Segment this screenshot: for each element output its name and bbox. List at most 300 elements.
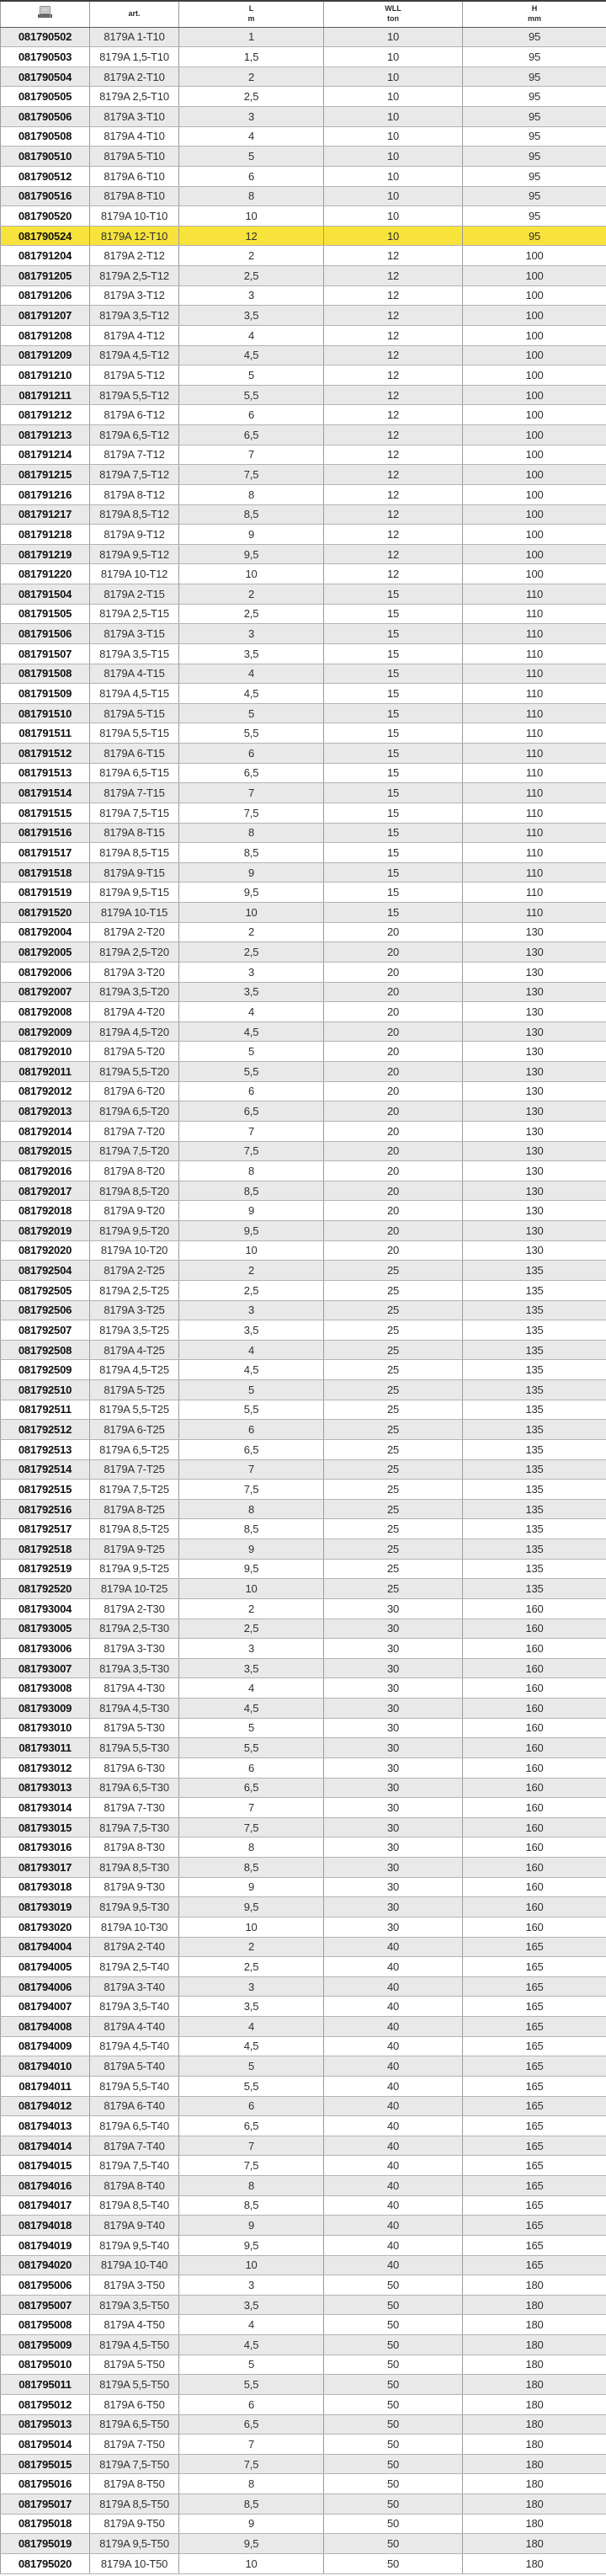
cell-wll: 40 <box>324 2056 463 2077</box>
cell-length: 9,5 <box>179 1559 324 1579</box>
cell-art: 8179A 8,5-T50 <box>90 2494 179 2515</box>
cell-height: 95 <box>463 147 606 167</box>
cell-height: 160 <box>463 1639 606 1659</box>
cell-art: 8179A 4-T30 <box>90 1678 179 1699</box>
cell-length: 3 <box>179 1639 324 1659</box>
table-row <box>1 67 606 87</box>
cell-art: 8179A 7,5-T20 <box>90 1141 179 1161</box>
cell-art: 8179A 3-T20 <box>90 962 179 982</box>
table-row <box>1 2036 606 2056</box>
cell-height: 160 <box>463 1798 606 1818</box>
cell-art: 8179A 7,5-T25 <box>90 1480 179 1500</box>
table-row <box>1 962 606 982</box>
table-row <box>1 1360 606 1380</box>
cell-height: 100 <box>463 266 606 286</box>
table-row <box>1 1101 606 1122</box>
cell-art: 8179A 4-T50 <box>90 2315 179 2335</box>
col-header-h-label: H <box>531 4 538 13</box>
cell-art: 8179A 12-T10 <box>90 226 179 246</box>
cell-code: 081795018 <box>1 2514 90 2534</box>
table-row <box>1 823 606 843</box>
cell-art: 8179A 7,5-T12 <box>90 465 179 485</box>
cell-art: 8179A 1,5-T10 <box>90 47 179 67</box>
cell-height: 180 <box>463 2315 606 2335</box>
cell-length: 4 <box>179 2017 324 2037</box>
cell-art: 8179A 2,5-T40 <box>90 1957 179 1977</box>
cell-length: 7,5 <box>179 1817 324 1837</box>
cell-art: 8179A 9-T20 <box>90 1201 179 1221</box>
cell-code: 081793006 <box>1 1639 90 1659</box>
cell-art: 8179A 8-T20 <box>90 1161 179 1181</box>
cell-wll: 20 <box>324 922 463 942</box>
table-row <box>1 1699 606 1719</box>
cell-height: 165 <box>463 2056 606 2077</box>
table-row <box>1 763 606 783</box>
cell-code: 081792013 <box>1 1101 90 1122</box>
cell-art: 8179A 8-T12 <box>90 484 179 504</box>
cell-art: 8179A 7-T25 <box>90 1459 179 1480</box>
cell-height: 180 <box>463 2275 606 2296</box>
cell-code: 081791507 <box>1 643 90 664</box>
cell-art: 8179A 5,5-T25 <box>90 1400 179 1420</box>
cell-code: 081792008 <box>1 1002 90 1022</box>
cell-wll: 30 <box>324 1598 463 1619</box>
cell-length: 7 <box>179 783 324 803</box>
cell-length: 8,5 <box>179 504 324 525</box>
table-row <box>1 942 606 963</box>
cell-code: 081791505 <box>1 604 90 624</box>
table-row <box>1 1161 606 1181</box>
cell-code: 081793016 <box>1 1837 90 1858</box>
cell-art: 8179A 5,5-T40 <box>90 2076 179 2096</box>
cell-art: 8179A 8-T40 <box>90 2176 179 2196</box>
table-row <box>1 107 606 127</box>
cell-length: 9 <box>179 1201 324 1221</box>
col-header-length-label: L <box>248 4 254 13</box>
cell-code: 081791506 <box>1 624 90 644</box>
cell-height: 110 <box>463 723 606 744</box>
cell-length: 3 <box>179 624 324 644</box>
cell-height: 135 <box>463 1420 606 1440</box>
cell-length: 4 <box>179 664 324 684</box>
cell-height: 160 <box>463 1678 606 1699</box>
cell-length: 6,5 <box>179 2414 324 2435</box>
table-row <box>1 1976 606 1997</box>
cell-art: 8179A 6-T15 <box>90 744 179 764</box>
cell-height: 130 <box>463 982 606 1002</box>
table-row <box>1 2017 606 2037</box>
cell-wll: 50 <box>324 2295 463 2315</box>
cell-wll: 12 <box>324 405 463 425</box>
cell-wll: 20 <box>324 1062 463 1082</box>
cell-wll: 12 <box>324 246 463 266</box>
cell-code: 081792513 <box>1 1439 90 1459</box>
cell-art: 8179A 6-T40 <box>90 2096 179 2116</box>
cell-wll: 15 <box>324 763 463 783</box>
cell-code: 081792018 <box>1 1201 90 1221</box>
cell-art: 8179A 5-T40 <box>90 2056 179 2077</box>
cell-wll: 40 <box>324 2255 463 2275</box>
cell-wll: 25 <box>324 1559 463 1579</box>
cell-length: 2,5 <box>179 1619 324 1639</box>
table-row <box>1 226 606 246</box>
table-row <box>1 2514 606 2534</box>
cell-art: 8179A 9-T50 <box>90 2514 179 2534</box>
cell-length: 5,5 <box>179 1738 324 1758</box>
cell-art: 8179A 8-T30 <box>90 1837 179 1858</box>
cell-code: 081794012 <box>1 2096 90 2116</box>
cell-code: 081790520 <box>1 206 90 227</box>
cell-art: 8179A 7,5-T15 <box>90 803 179 823</box>
cell-code: 081792012 <box>1 1081 90 1101</box>
cell-length: 6,5 <box>179 1778 324 1798</box>
cell-wll: 30 <box>324 1757 463 1778</box>
cell-art: 8179A 5,5-T12 <box>90 385 179 405</box>
table-row <box>1 1420 606 1440</box>
cell-height: 165 <box>463 2156 606 2176</box>
cell-wll: 50 <box>324 2534 463 2554</box>
cell-wll: 15 <box>324 883 463 903</box>
table-row <box>1 1539 606 1560</box>
cell-length: 7 <box>179 2435 324 2455</box>
cell-height: 180 <box>463 2435 606 2455</box>
cell-code: 081792020 <box>1 1240 90 1261</box>
cell-height: 135 <box>463 1261 606 1281</box>
cell-art: 8179A 6,5-T15 <box>90 763 179 783</box>
cell-art: 8179A 3-T50 <box>90 2275 179 2296</box>
table-row <box>1 285 606 306</box>
cell-code: 081792017 <box>1 1181 90 1201</box>
cell-wll: 40 <box>324 2076 463 2096</box>
cell-height: 160 <box>463 1877 606 1897</box>
cell-code: 081794004 <box>1 1937 90 1957</box>
cell-height: 135 <box>463 1559 606 1579</box>
cell-height: 110 <box>463 763 606 783</box>
table-row <box>1 2096 606 2116</box>
cell-wll: 10 <box>324 27 463 47</box>
cell-wll: 20 <box>324 1161 463 1181</box>
table-row <box>1 564 606 584</box>
cell-height: 165 <box>463 2176 606 2196</box>
cell-art: 8179A 5-T25 <box>90 1380 179 1400</box>
table-row <box>1 1121 606 1141</box>
cell-wll: 30 <box>324 1738 463 1758</box>
cell-wll: 12 <box>324 345 463 365</box>
cell-height: 180 <box>463 2414 606 2435</box>
cell-height: 165 <box>463 2255 606 2275</box>
table-row <box>1 2156 606 2176</box>
cell-wll: 25 <box>324 1480 463 1500</box>
cell-art: 8179A 4-T40 <box>90 2017 179 2037</box>
table-row <box>1 1897 606 1917</box>
cell-wll: 15 <box>324 803 463 823</box>
table-row <box>1 1519 606 1539</box>
cell-height: 130 <box>463 942 606 963</box>
cell-length: 4,5 <box>179 2036 324 2056</box>
cell-height: 160 <box>463 1837 606 1858</box>
cell-wll: 30 <box>324 1917 463 1937</box>
cell-height: 180 <box>463 2553 606 2573</box>
cell-wll: 25 <box>324 1539 463 1560</box>
cell-wll: 30 <box>324 1678 463 1699</box>
cell-height: 165 <box>463 2017 606 2037</box>
table-row <box>1 306 606 326</box>
table-row <box>1 166 606 186</box>
cell-wll: 10 <box>324 186 463 206</box>
cell-art: 8179A 9,5-T12 <box>90 544 179 564</box>
cell-art: 8179A 9,5-T50 <box>90 2534 179 2554</box>
cell-wll: 40 <box>324 2235 463 2255</box>
cell-code: 081793019 <box>1 1897 90 1917</box>
cell-art: 8179A 6,5-T12 <box>90 425 179 445</box>
cell-height: 160 <box>463 1897 606 1917</box>
cell-code: 081792511 <box>1 1400 90 1420</box>
cell-code: 081791514 <box>1 783 90 803</box>
cell-wll: 12 <box>324 564 463 584</box>
cell-code: 081794005 <box>1 1957 90 1977</box>
cell-art: 8179A 9,5-T25 <box>90 1559 179 1579</box>
table-row <box>1 1201 606 1221</box>
table-row <box>1 87 606 107</box>
cell-code: 081791213 <box>1 425 90 445</box>
cell-length: 8 <box>179 484 324 504</box>
cell-height: 100 <box>463 385 606 405</box>
cell-wll: 25 <box>324 1380 463 1400</box>
table-row <box>1 2553 606 2573</box>
cell-length: 3 <box>179 1300 324 1320</box>
cell-art: 8179A 2-T10 <box>90 67 179 87</box>
cell-length: 3 <box>179 2275 324 2296</box>
cell-wll: 10 <box>324 47 463 67</box>
cell-code: 081790508 <box>1 126 90 147</box>
cell-height: 100 <box>463 484 606 504</box>
cell-length: 6 <box>179 1757 324 1778</box>
cell-code: 081791214 <box>1 445 90 465</box>
cell-wll: 40 <box>324 2096 463 2116</box>
table-row <box>1 1221 606 1241</box>
cell-wll: 12 <box>324 504 463 525</box>
cell-wll: 30 <box>324 1877 463 1897</box>
cell-wll: 25 <box>324 1300 463 1320</box>
cell-art: 8179A 6,5-T50 <box>90 2414 179 2435</box>
cell-code: 081792015 <box>1 1141 90 1161</box>
cell-height: 165 <box>463 2096 606 2116</box>
cell-code: 081794016 <box>1 2176 90 2196</box>
cell-art: 8179A 6,5-T30 <box>90 1778 179 1798</box>
cell-code: 081792519 <box>1 1559 90 1579</box>
cell-length: 7 <box>179 1121 324 1141</box>
cell-height: 130 <box>463 1101 606 1122</box>
cell-wll: 20 <box>324 942 463 963</box>
table-row <box>1 425 606 445</box>
cell-height: 100 <box>463 345 606 365</box>
table-row <box>1 1141 606 1161</box>
table-row <box>1 126 606 147</box>
cell-length: 6,5 <box>179 425 324 445</box>
cell-wll: 40 <box>324 1997 463 2017</box>
table-row <box>1 883 606 903</box>
cell-code: 081793013 <box>1 1778 90 1798</box>
cell-height: 100 <box>463 365 606 386</box>
table-row <box>1 1439 606 1459</box>
cell-art: 8179A 4,5-T50 <box>90 2335 179 2355</box>
cell-height: 180 <box>463 2474 606 2494</box>
cell-code: 081792504 <box>1 1261 90 1281</box>
cell-code: 081794011 <box>1 2076 90 2096</box>
cell-length: 5 <box>179 1042 324 1062</box>
table-row <box>1 1837 606 1858</box>
cell-code: 081794020 <box>1 2255 90 2275</box>
table-row <box>1 2216 606 2236</box>
cell-length: 4 <box>179 1678 324 1699</box>
cell-length: 4,5 <box>179 684 324 704</box>
cell-code: 081790512 <box>1 166 90 186</box>
cell-art: 8179A 7-T40 <box>90 2136 179 2156</box>
table-row <box>1 2295 606 2315</box>
cell-height: 130 <box>463 1181 606 1201</box>
cell-height: 165 <box>463 2076 606 2096</box>
table-row <box>1 525 606 545</box>
cell-wll: 15 <box>324 624 463 644</box>
cell-length: 8,5 <box>179 2494 324 2515</box>
cell-art: 8179A 2,5-T12 <box>90 266 179 286</box>
cell-code: 081793004 <box>1 1598 90 1619</box>
cell-length: 2 <box>179 246 324 266</box>
cell-height: 110 <box>463 843 606 863</box>
cell-wll: 20 <box>324 1081 463 1101</box>
cell-height: 110 <box>463 862 606 883</box>
cell-art: 8179A 4,5-T40 <box>90 2036 179 2056</box>
cell-code: 081792512 <box>1 1420 90 1440</box>
cell-wll: 25 <box>324 1280 463 1300</box>
cell-wll: 12 <box>324 325 463 345</box>
cell-height: 165 <box>463 1957 606 1977</box>
cell-wll: 30 <box>324 1639 463 1659</box>
cell-length: 9,5 <box>179 2534 324 2554</box>
table-row <box>1 2275 606 2296</box>
cell-height: 135 <box>463 1579 606 1599</box>
cell-length: 5 <box>179 2056 324 2077</box>
table-row <box>1 1718 606 1738</box>
cell-code: 081792004 <box>1 922 90 942</box>
cell-length: 8 <box>179 186 324 206</box>
cell-code: 081791517 <box>1 843 90 863</box>
table-row <box>1 1877 606 1897</box>
cell-height: 180 <box>463 2375 606 2395</box>
cell-code: 081792517 <box>1 1519 90 1539</box>
table-row <box>1 2355 606 2375</box>
cell-length: 8 <box>179 823 324 843</box>
cell-height: 180 <box>463 2295 606 2315</box>
cell-code: 081791519 <box>1 883 90 903</box>
cell-art: 8179A 5,5-T15 <box>90 723 179 744</box>
cell-wll: 30 <box>324 1658 463 1678</box>
cell-length: 3,5 <box>179 1658 324 1678</box>
cell-art: 8179A 9-T30 <box>90 1877 179 1897</box>
table-row <box>1 843 606 863</box>
cell-length: 10 <box>179 903 324 923</box>
cell-length: 8 <box>179 1161 324 1181</box>
cell-length: 2,5 <box>179 942 324 963</box>
table-row <box>1 1619 606 1639</box>
cell-code: 081792520 <box>1 1579 90 1599</box>
cell-height: 110 <box>463 703 606 723</box>
cell-art: 8179A 7,5-T50 <box>90 2454 179 2474</box>
cell-art: 8179A 8-T50 <box>90 2474 179 2494</box>
table-row <box>1 2454 606 2474</box>
table-row <box>1 2315 606 2335</box>
cell-length: 5 <box>179 365 324 386</box>
cell-art: 8179A 10-T12 <box>90 564 179 584</box>
cell-code: 081794014 <box>1 2136 90 2156</box>
table-row <box>1 2136 606 2156</box>
table-row <box>1 1280 606 1300</box>
cell-wll: 30 <box>324 1718 463 1738</box>
cell-height: 160 <box>463 1858 606 1878</box>
cell-height: 95 <box>463 126 606 147</box>
cell-code: 081794017 <box>1 2195 90 2216</box>
cell-art: 8179A 5-T30 <box>90 1718 179 1738</box>
cell-length: 5 <box>179 147 324 167</box>
table-row <box>1 504 606 525</box>
table-row <box>1 1181 606 1201</box>
table-row <box>1 1798 606 1818</box>
cell-length: 7,5 <box>179 2156 324 2176</box>
table-row <box>1 27 606 47</box>
table-row <box>1 584 606 605</box>
cell-height: 110 <box>463 744 606 764</box>
cell-art: 8179A 5-T50 <box>90 2355 179 2375</box>
cell-length: 5,5 <box>179 385 324 405</box>
cell-height: 165 <box>463 2216 606 2236</box>
cell-art: 8179A 8-T15 <box>90 823 179 843</box>
cell-code: 081791205 <box>1 266 90 286</box>
cell-wll: 15 <box>324 823 463 843</box>
cell-length: 8,5 <box>179 1858 324 1878</box>
cell-length: 2,5 <box>179 604 324 624</box>
cell-art: 8179A 10-T15 <box>90 903 179 923</box>
cell-wll: 12 <box>324 365 463 386</box>
cell-art: 8179A 10-T40 <box>90 2255 179 2275</box>
table-row <box>1 2494 606 2515</box>
cell-wll: 20 <box>324 1201 463 1221</box>
cell-code: 081794007 <box>1 1997 90 2017</box>
cell-length: 4,5 <box>179 1360 324 1380</box>
cell-height: 95 <box>463 107 606 127</box>
cell-length: 3,5 <box>179 306 324 326</box>
cell-art: 8179A 3,5-T25 <box>90 1320 179 1341</box>
cell-height: 180 <box>463 2494 606 2515</box>
cell-code: 081791520 <box>1 903 90 923</box>
cell-wll: 40 <box>324 1976 463 1997</box>
cell-height: 100 <box>463 445 606 465</box>
cell-height: 100 <box>463 306 606 326</box>
table-row <box>1 2335 606 2355</box>
cell-height: 160 <box>463 1738 606 1758</box>
cell-art: 8179A 8,5-T30 <box>90 1858 179 1878</box>
cell-wll: 15 <box>324 604 463 624</box>
table-row <box>1 2394 606 2414</box>
cell-art: 8179A 10-T50 <box>90 2553 179 2573</box>
cell-height: 180 <box>463 2534 606 2554</box>
cell-code: 081792506 <box>1 1300 90 1320</box>
table-row <box>1 1400 606 1420</box>
table-row <box>1 465 606 485</box>
cell-length: 9 <box>179 2514 324 2534</box>
cell-height: 165 <box>463 2195 606 2216</box>
cell-code: 081793014 <box>1 1798 90 1818</box>
cell-art: 8179A 9-T25 <box>90 1539 179 1560</box>
